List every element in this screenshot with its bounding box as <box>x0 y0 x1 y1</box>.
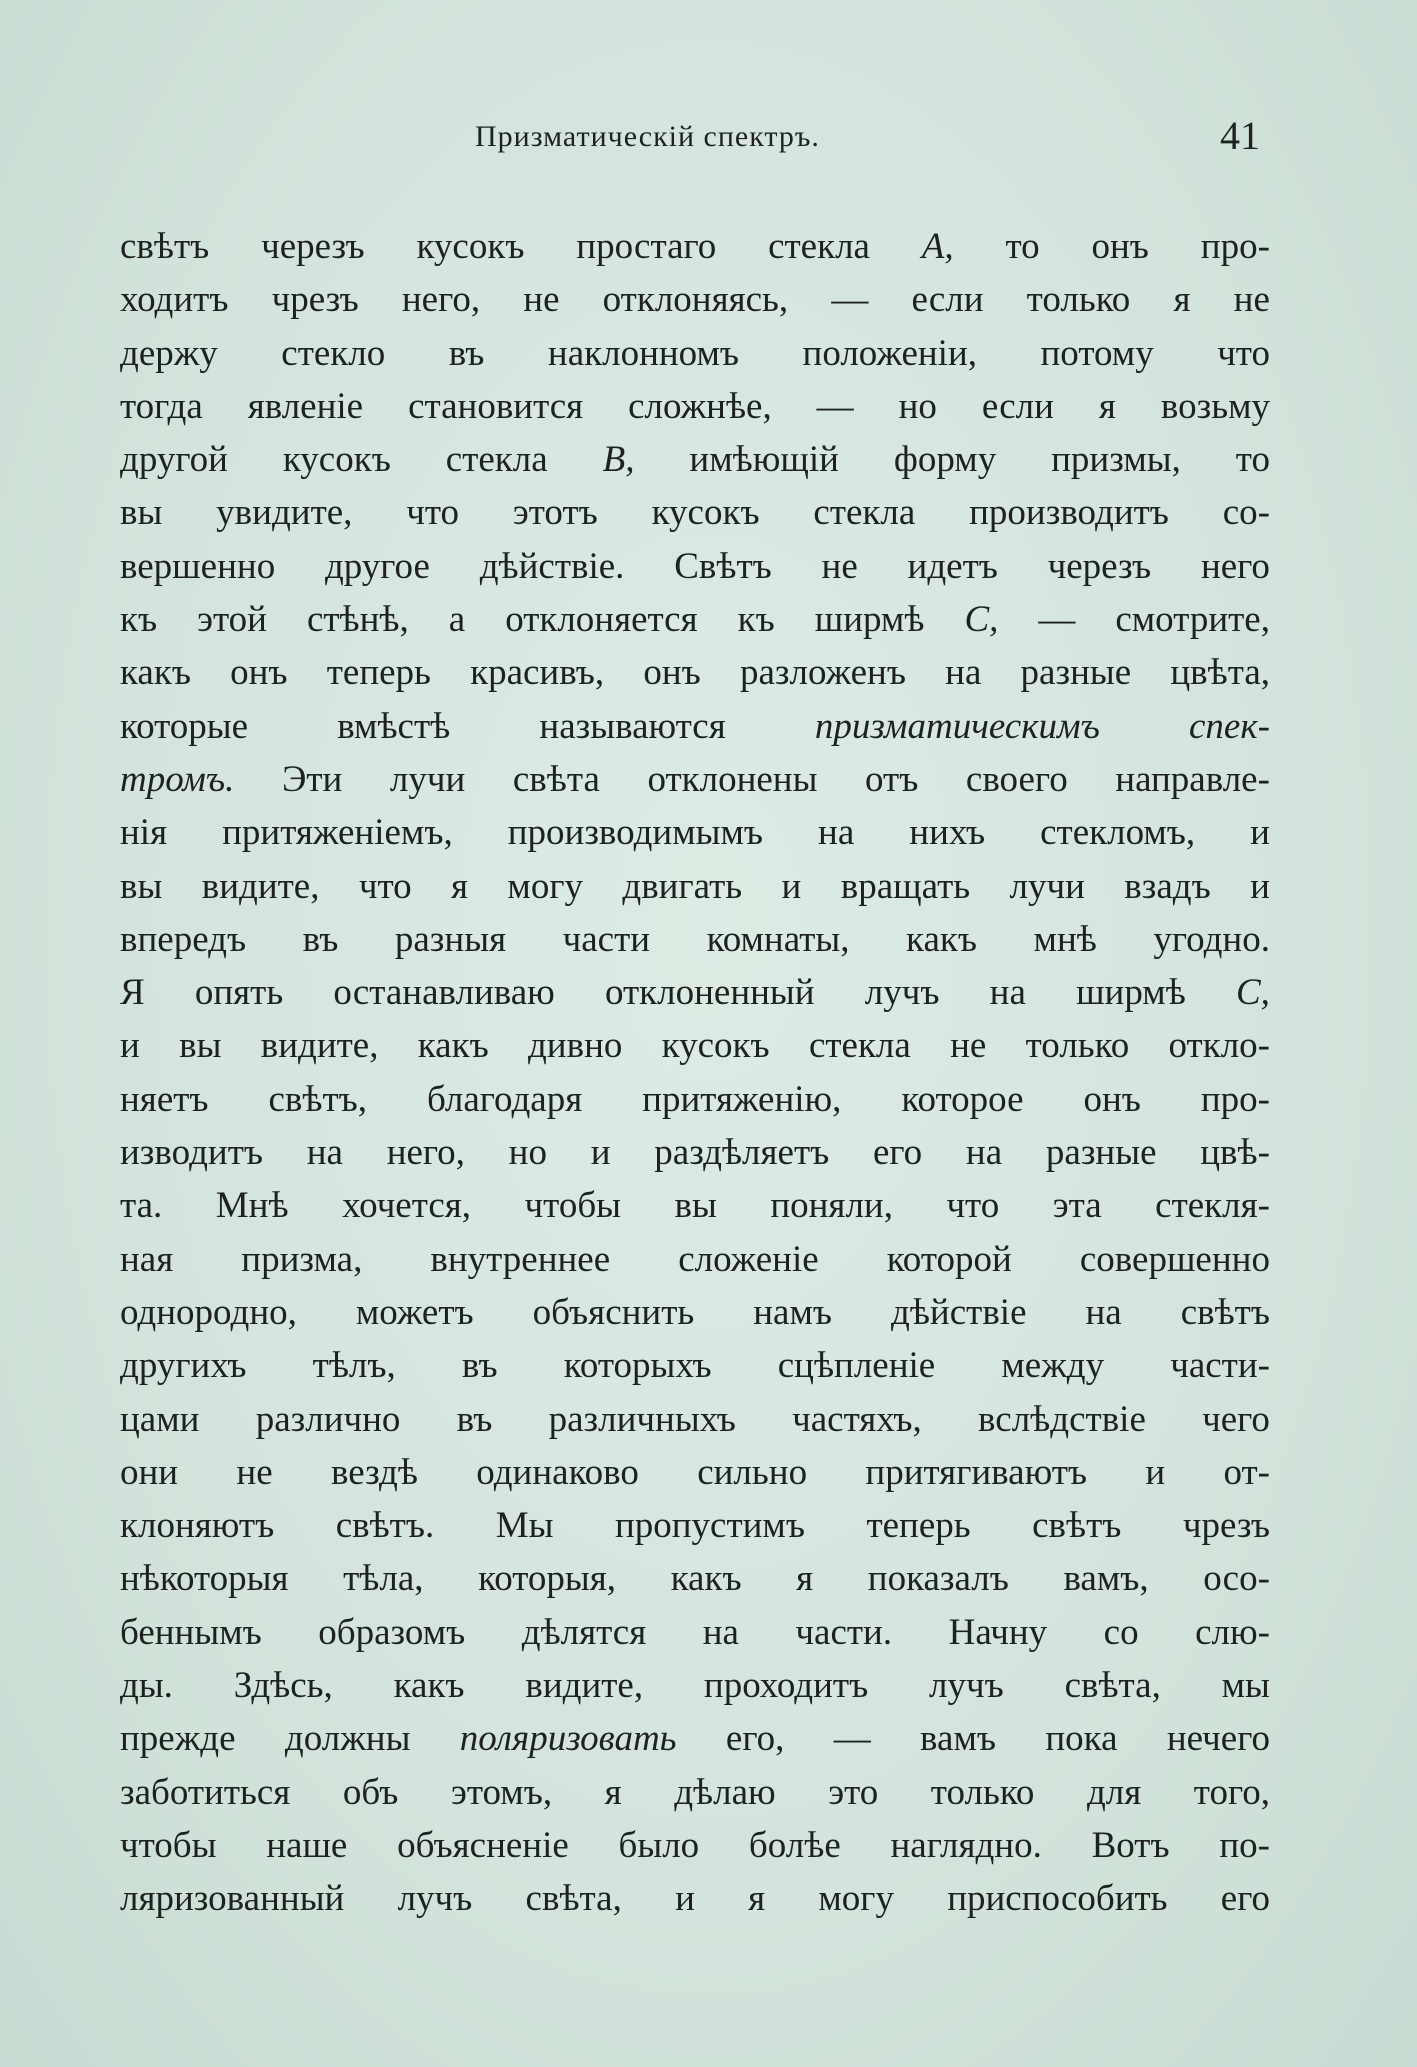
word: лучъ <box>929 1665 1004 1707</box>
word: дѣйствіе <box>891 1291 1027 1333</box>
word: которое <box>901 1078 1024 1120</box>
word: его <box>1220 1878 1270 1920</box>
word: не <box>821 545 858 587</box>
word: нечего <box>1166 1718 1270 1760</box>
word: свѣтъ <box>1180 1291 1270 1333</box>
word: слю- <box>1195 1611 1270 1653</box>
word: наше <box>266 1824 348 1866</box>
word: теперь <box>866 1505 971 1547</box>
word: приспособить <box>947 1878 1168 1920</box>
word: мы <box>1221 1665 1270 1707</box>
word: чрезъ <box>1182 1505 1270 1547</box>
word: Я <box>120 972 145 1014</box>
text-line <box>120 1393 1270 1446</box>
word: онъ <box>1091 226 1149 267</box>
word: которыя, <box>478 1558 617 1600</box>
word: вмѣстѣ <box>337 705 451 747</box>
word: на <box>702 1611 739 1653</box>
word: цами <box>120 1398 200 1440</box>
word: — <box>816 385 854 427</box>
word: отъ <box>865 758 919 800</box>
word: со <box>1103 1611 1139 1653</box>
word: клоняютъ <box>120 1505 275 1547</box>
word: впередъ <box>120 918 247 960</box>
word: изводитъ <box>120 1132 263 1174</box>
word: то <box>1005 226 1040 267</box>
word: имѣющій <box>689 439 839 481</box>
word: эта <box>1052 1185 1102 1227</box>
word: объяснить <box>532 1291 695 1333</box>
word: этой <box>197 599 267 641</box>
word: между <box>1001 1345 1105 1387</box>
word: направле- <box>1115 758 1270 800</box>
word: свѣта, <box>1064 1665 1161 1707</box>
word: кусокъ <box>661 1025 770 1067</box>
word: могу <box>818 1878 894 1920</box>
word: опять <box>194 972 284 1014</box>
word: C, <box>964 599 999 641</box>
word: какъ <box>906 918 977 960</box>
word: что <box>406 492 460 534</box>
word: нія <box>120 812 168 854</box>
word: — <box>831 279 869 321</box>
word: останавливаю <box>333 972 555 1014</box>
word: тѣлъ, <box>312 1345 396 1387</box>
word: та. <box>120 1185 163 1227</box>
word: красивъ, <box>470 652 605 694</box>
text-line <box>120 433 1270 486</box>
word: вамъ <box>920 1718 996 1760</box>
word: не <box>523 279 560 321</box>
word: цвѣ- <box>1200 1132 1270 1174</box>
text-line <box>120 806 1270 859</box>
text-line <box>120 1446 1270 1499</box>
word: по- <box>1219 1824 1270 1866</box>
word: его <box>873 1132 923 1174</box>
word: другихъ <box>120 1345 247 1387</box>
word: на <box>818 812 855 854</box>
word: держу <box>120 332 218 374</box>
word: притяженію, <box>642 1078 842 1120</box>
word: на <box>965 1132 1003 1174</box>
word: вамъ, <box>1063 1558 1149 1600</box>
word: видите, <box>201 865 320 907</box>
word: что <box>1217 332 1270 374</box>
word: про- <box>1200 1078 1270 1120</box>
word: части <box>562 918 651 960</box>
word: частяхъ, <box>792 1398 922 1440</box>
word: и <box>120 1025 140 1067</box>
word: производитъ <box>969 492 1169 534</box>
word: сцѣпленіе <box>777 1345 936 1387</box>
word: лучи <box>389 758 466 800</box>
word: тромъ. <box>120 758 235 800</box>
text-line <box>120 913 1270 966</box>
text-line <box>120 1552 1270 1605</box>
word: угодно. <box>1153 918 1270 960</box>
word: простаго <box>576 226 717 267</box>
word: я <box>748 1878 766 1920</box>
word: части- <box>1170 1345 1270 1387</box>
word: поняли, <box>770 1185 893 1227</box>
word: другое <box>324 545 430 587</box>
word: черезъ <box>1047 545 1152 587</box>
word: онъ <box>230 652 288 694</box>
page-header <box>120 112 1260 172</box>
word: объ <box>342 1771 399 1813</box>
word: Свѣтъ <box>674 545 772 587</box>
word: чтобы <box>120 1824 217 1866</box>
word: дѣлаю <box>674 1771 776 1813</box>
text-line <box>120 1872 1270 1925</box>
word: стекломъ, <box>1040 812 1196 854</box>
text-line <box>120 273 1270 326</box>
word: про- <box>1200 226 1270 267</box>
word: становится <box>408 385 584 427</box>
body-text <box>120 220 1270 1926</box>
word: чтобы <box>524 1185 622 1227</box>
word: тогда <box>120 385 203 427</box>
text-line <box>120 700 1270 753</box>
word: вы <box>120 492 163 534</box>
word: какъ <box>670 1558 742 1600</box>
word: но <box>898 385 937 427</box>
word: и <box>1145 1451 1166 1493</box>
word: называются <box>539 705 726 747</box>
text-line <box>120 327 1270 380</box>
word: хочется, <box>342 1185 472 1227</box>
word: въ <box>461 1345 498 1387</box>
text-line <box>120 1233 1270 1286</box>
word: другой <box>120 439 228 481</box>
word: возьму <box>1160 385 1270 427</box>
word: вращать <box>840 865 971 907</box>
word: форму <box>893 439 997 481</box>
word: этотъ <box>512 492 598 534</box>
word: Здѣсь, <box>233 1665 333 1707</box>
word: няетъ <box>120 1078 209 1120</box>
word: на <box>989 972 1026 1014</box>
word: совершенно <box>1079 1238 1270 1280</box>
word: то <box>1235 439 1270 481</box>
word: что <box>946 1185 1000 1227</box>
word: Эти <box>281 758 343 800</box>
text-line <box>120 1766 1270 1819</box>
word: что <box>358 865 412 907</box>
word: явленіе <box>247 385 364 427</box>
word: дѣйствіе. <box>479 545 625 587</box>
text-line <box>120 593 1270 646</box>
text-line <box>120 753 1270 806</box>
word: части. <box>795 1611 893 1653</box>
word: разложенъ <box>739 652 906 694</box>
word: только <box>1026 279 1131 321</box>
text-line <box>120 1019 1270 1072</box>
word: лучи <box>1009 865 1085 907</box>
word: различныхъ <box>548 1398 736 1440</box>
word: C, <box>1235 972 1270 1014</box>
word: поляризовать <box>459 1718 677 1760</box>
word: лучъ <box>864 972 940 1014</box>
word: на <box>945 652 982 694</box>
word: кусокъ <box>651 492 760 534</box>
word: объясненіе <box>397 1824 569 1866</box>
word: сильно <box>697 1451 808 1493</box>
text-line <box>120 646 1270 699</box>
word: внутреннее <box>430 1238 611 1280</box>
word: ширмѣ <box>1076 972 1186 1014</box>
word: заботиться <box>120 1771 291 1813</box>
word: это <box>828 1771 879 1813</box>
word: ная <box>120 1238 174 1280</box>
text-line <box>120 1339 1270 1392</box>
word: чрезъ <box>271 279 359 321</box>
word: образомъ <box>318 1611 466 1653</box>
word: въ <box>456 1398 493 1440</box>
word: кусокъ <box>416 226 525 267</box>
text-line <box>120 966 1270 1019</box>
word: осо- <box>1203 1558 1270 1600</box>
word: должны <box>284 1718 411 1760</box>
word: отклоняясь, <box>602 279 789 321</box>
word: не <box>950 1025 987 1067</box>
word: стекла <box>445 439 548 481</box>
text-line <box>120 1819 1270 1872</box>
running-title: Призматическій спектръ. <box>475 120 820 153</box>
text-line <box>120 1606 1270 1659</box>
word: смотрите, <box>1115 599 1270 641</box>
word: я <box>1098 385 1116 427</box>
word: нѣкоторыя <box>120 1558 289 1600</box>
word: него <box>1200 545 1270 587</box>
word: видите, <box>525 1665 644 1707</box>
word: стекло <box>281 332 386 374</box>
word: они <box>120 1451 179 1493</box>
word: вершенно <box>120 545 276 587</box>
text-line <box>120 1712 1270 1765</box>
word: въ <box>302 918 339 960</box>
word: положеніи, <box>802 332 978 374</box>
word: беннымъ <box>120 1611 262 1653</box>
word: на <box>306 1132 343 1174</box>
word: свѣтъ <box>120 226 210 267</box>
text-line <box>120 860 1270 913</box>
word: двигать <box>622 865 743 907</box>
word: этомъ, <box>450 1771 553 1813</box>
word: ходитъ <box>120 279 229 321</box>
text-line <box>120 540 1270 593</box>
word: было <box>618 1824 700 1866</box>
word: призмы, <box>1051 439 1181 481</box>
word: стекла <box>808 1025 911 1067</box>
word: сложеніе <box>678 1238 819 1280</box>
word: пропустимъ <box>614 1505 805 1547</box>
word: и <box>1250 865 1270 907</box>
word: одинаково <box>476 1451 639 1493</box>
word: стекля- <box>1155 1185 1270 1227</box>
word: со- <box>1222 492 1270 534</box>
word: отклоняется <box>505 599 698 641</box>
text-line <box>120 1126 1270 1179</box>
word: свѣтъ <box>1032 1505 1122 1547</box>
word: мнѣ <box>1033 918 1097 960</box>
word: комнаты, <box>706 918 850 960</box>
word: вы <box>120 865 163 907</box>
word: къ <box>737 599 775 641</box>
word: могу <box>507 865 584 907</box>
word: тѣла, <box>343 1558 424 1600</box>
text-line <box>120 1659 1270 1712</box>
word: разныя <box>394 918 507 960</box>
word: разные <box>1020 652 1132 694</box>
word: которые <box>120 705 249 747</box>
word: въ <box>448 332 485 374</box>
word: него, <box>401 279 481 321</box>
word: если <box>911 279 984 321</box>
word: видите, <box>260 1025 379 1067</box>
word: раздѣляетъ <box>654 1132 830 1174</box>
word: стѣнѣ, <box>306 599 409 641</box>
text-line <box>120 1073 1270 1126</box>
word: я <box>451 865 469 907</box>
word: проходитъ <box>703 1665 869 1707</box>
word: благодаря <box>426 1078 583 1120</box>
word: вездѣ <box>330 1451 418 1493</box>
word: а <box>448 599 466 641</box>
word: Мы <box>495 1505 554 1547</box>
word: стекла <box>768 226 870 267</box>
word: наглядно. <box>890 1824 1042 1866</box>
word: свѣтъ. <box>335 1505 435 1547</box>
word: теперь <box>326 652 431 694</box>
word: вы <box>674 1185 717 1227</box>
word: призматическимъ <box>814 705 1100 747</box>
word: его, <box>725 1718 785 1760</box>
word: вы <box>179 1025 222 1067</box>
word: къ <box>120 599 158 641</box>
word: цвѣта, <box>1170 652 1270 694</box>
word: отклоненный <box>604 972 815 1014</box>
word: черезъ <box>261 226 365 267</box>
word: показалъ <box>867 1558 1009 1600</box>
page-number: 41 <box>1220 113 1260 158</box>
word: которыхъ <box>563 1345 712 1387</box>
word: дѣлятся <box>521 1611 647 1653</box>
word: только <box>930 1771 1035 1813</box>
word: онъ <box>643 652 701 694</box>
word: разные <box>1045 1132 1157 1174</box>
word: ляризованный <box>120 1878 345 1920</box>
word: лучъ <box>397 1878 473 1920</box>
word: свѣта, <box>525 1878 622 1920</box>
word: не <box>1233 279 1270 321</box>
word: Вотъ <box>1091 1824 1170 1866</box>
word: — <box>1038 599 1076 641</box>
word: чего <box>1202 1398 1270 1440</box>
word: спек- <box>1188 705 1270 747</box>
word: различно <box>255 1398 401 1440</box>
word: на <box>1085 1291 1122 1333</box>
word: того, <box>1193 1771 1270 1813</box>
word: какъ <box>120 652 191 694</box>
word: — <box>833 1718 871 1760</box>
word: увидите, <box>216 492 353 534</box>
text-line <box>120 220 1270 273</box>
word: нихъ <box>909 812 986 854</box>
word: свѣта <box>512 758 600 800</box>
word: B, <box>602 439 635 481</box>
word: ды. <box>120 1665 173 1707</box>
word: своего <box>965 758 1068 800</box>
word: от- <box>1223 1451 1270 1493</box>
word: притяженіемъ, <box>222 812 453 854</box>
text-line <box>120 1499 1270 1552</box>
word: я <box>604 1771 622 1813</box>
word: A, <box>921 226 954 267</box>
word: производимымъ <box>507 812 764 854</box>
word: которой <box>886 1238 1012 1280</box>
word: однородно, <box>120 1291 297 1333</box>
word: какъ <box>393 1665 465 1707</box>
word: но <box>508 1132 547 1174</box>
word: ширмѣ <box>814 599 925 641</box>
word: Мнѣ <box>215 1185 289 1227</box>
word: вслѣдствіе <box>978 1398 1146 1440</box>
word: и <box>781 865 802 907</box>
word: потому <box>1040 332 1154 374</box>
word: я <box>1173 279 1191 321</box>
word: отклонены <box>647 758 818 800</box>
word: только <box>1025 1025 1130 1067</box>
word: и <box>590 1132 611 1174</box>
word: болѣе <box>748 1824 841 1866</box>
word: для <box>1086 1771 1142 1813</box>
word: кусокъ <box>282 439 391 481</box>
word: если <box>981 385 1054 427</box>
word: призма, <box>241 1238 363 1280</box>
word: и <box>675 1878 695 1920</box>
word: Начну <box>948 1611 1048 1653</box>
word: притягиваютъ <box>865 1451 1088 1493</box>
word: наклонномъ <box>547 332 740 374</box>
text-line <box>120 1286 1270 1339</box>
word: онъ <box>1083 1078 1141 1120</box>
word: прежде <box>120 1718 236 1760</box>
text-line <box>120 1179 1270 1232</box>
word: какъ <box>417 1025 489 1067</box>
word: намъ <box>753 1291 833 1333</box>
word: откло- <box>1168 1025 1270 1067</box>
word: сложнѣе, <box>628 385 772 427</box>
word: дивно <box>527 1025 623 1067</box>
word: стекла <box>813 492 916 534</box>
text-line <box>120 486 1270 539</box>
word: идетъ <box>907 545 998 587</box>
word: взадъ <box>1124 865 1211 907</box>
word: я <box>796 1558 814 1600</box>
word: не <box>236 1451 273 1493</box>
word: можетъ <box>355 1291 474 1333</box>
text-line <box>120 380 1270 433</box>
word: свѣтъ, <box>268 1078 368 1120</box>
word: и <box>1250 812 1270 854</box>
word: него, <box>386 1132 465 1174</box>
word: пока <box>1045 1718 1118 1760</box>
